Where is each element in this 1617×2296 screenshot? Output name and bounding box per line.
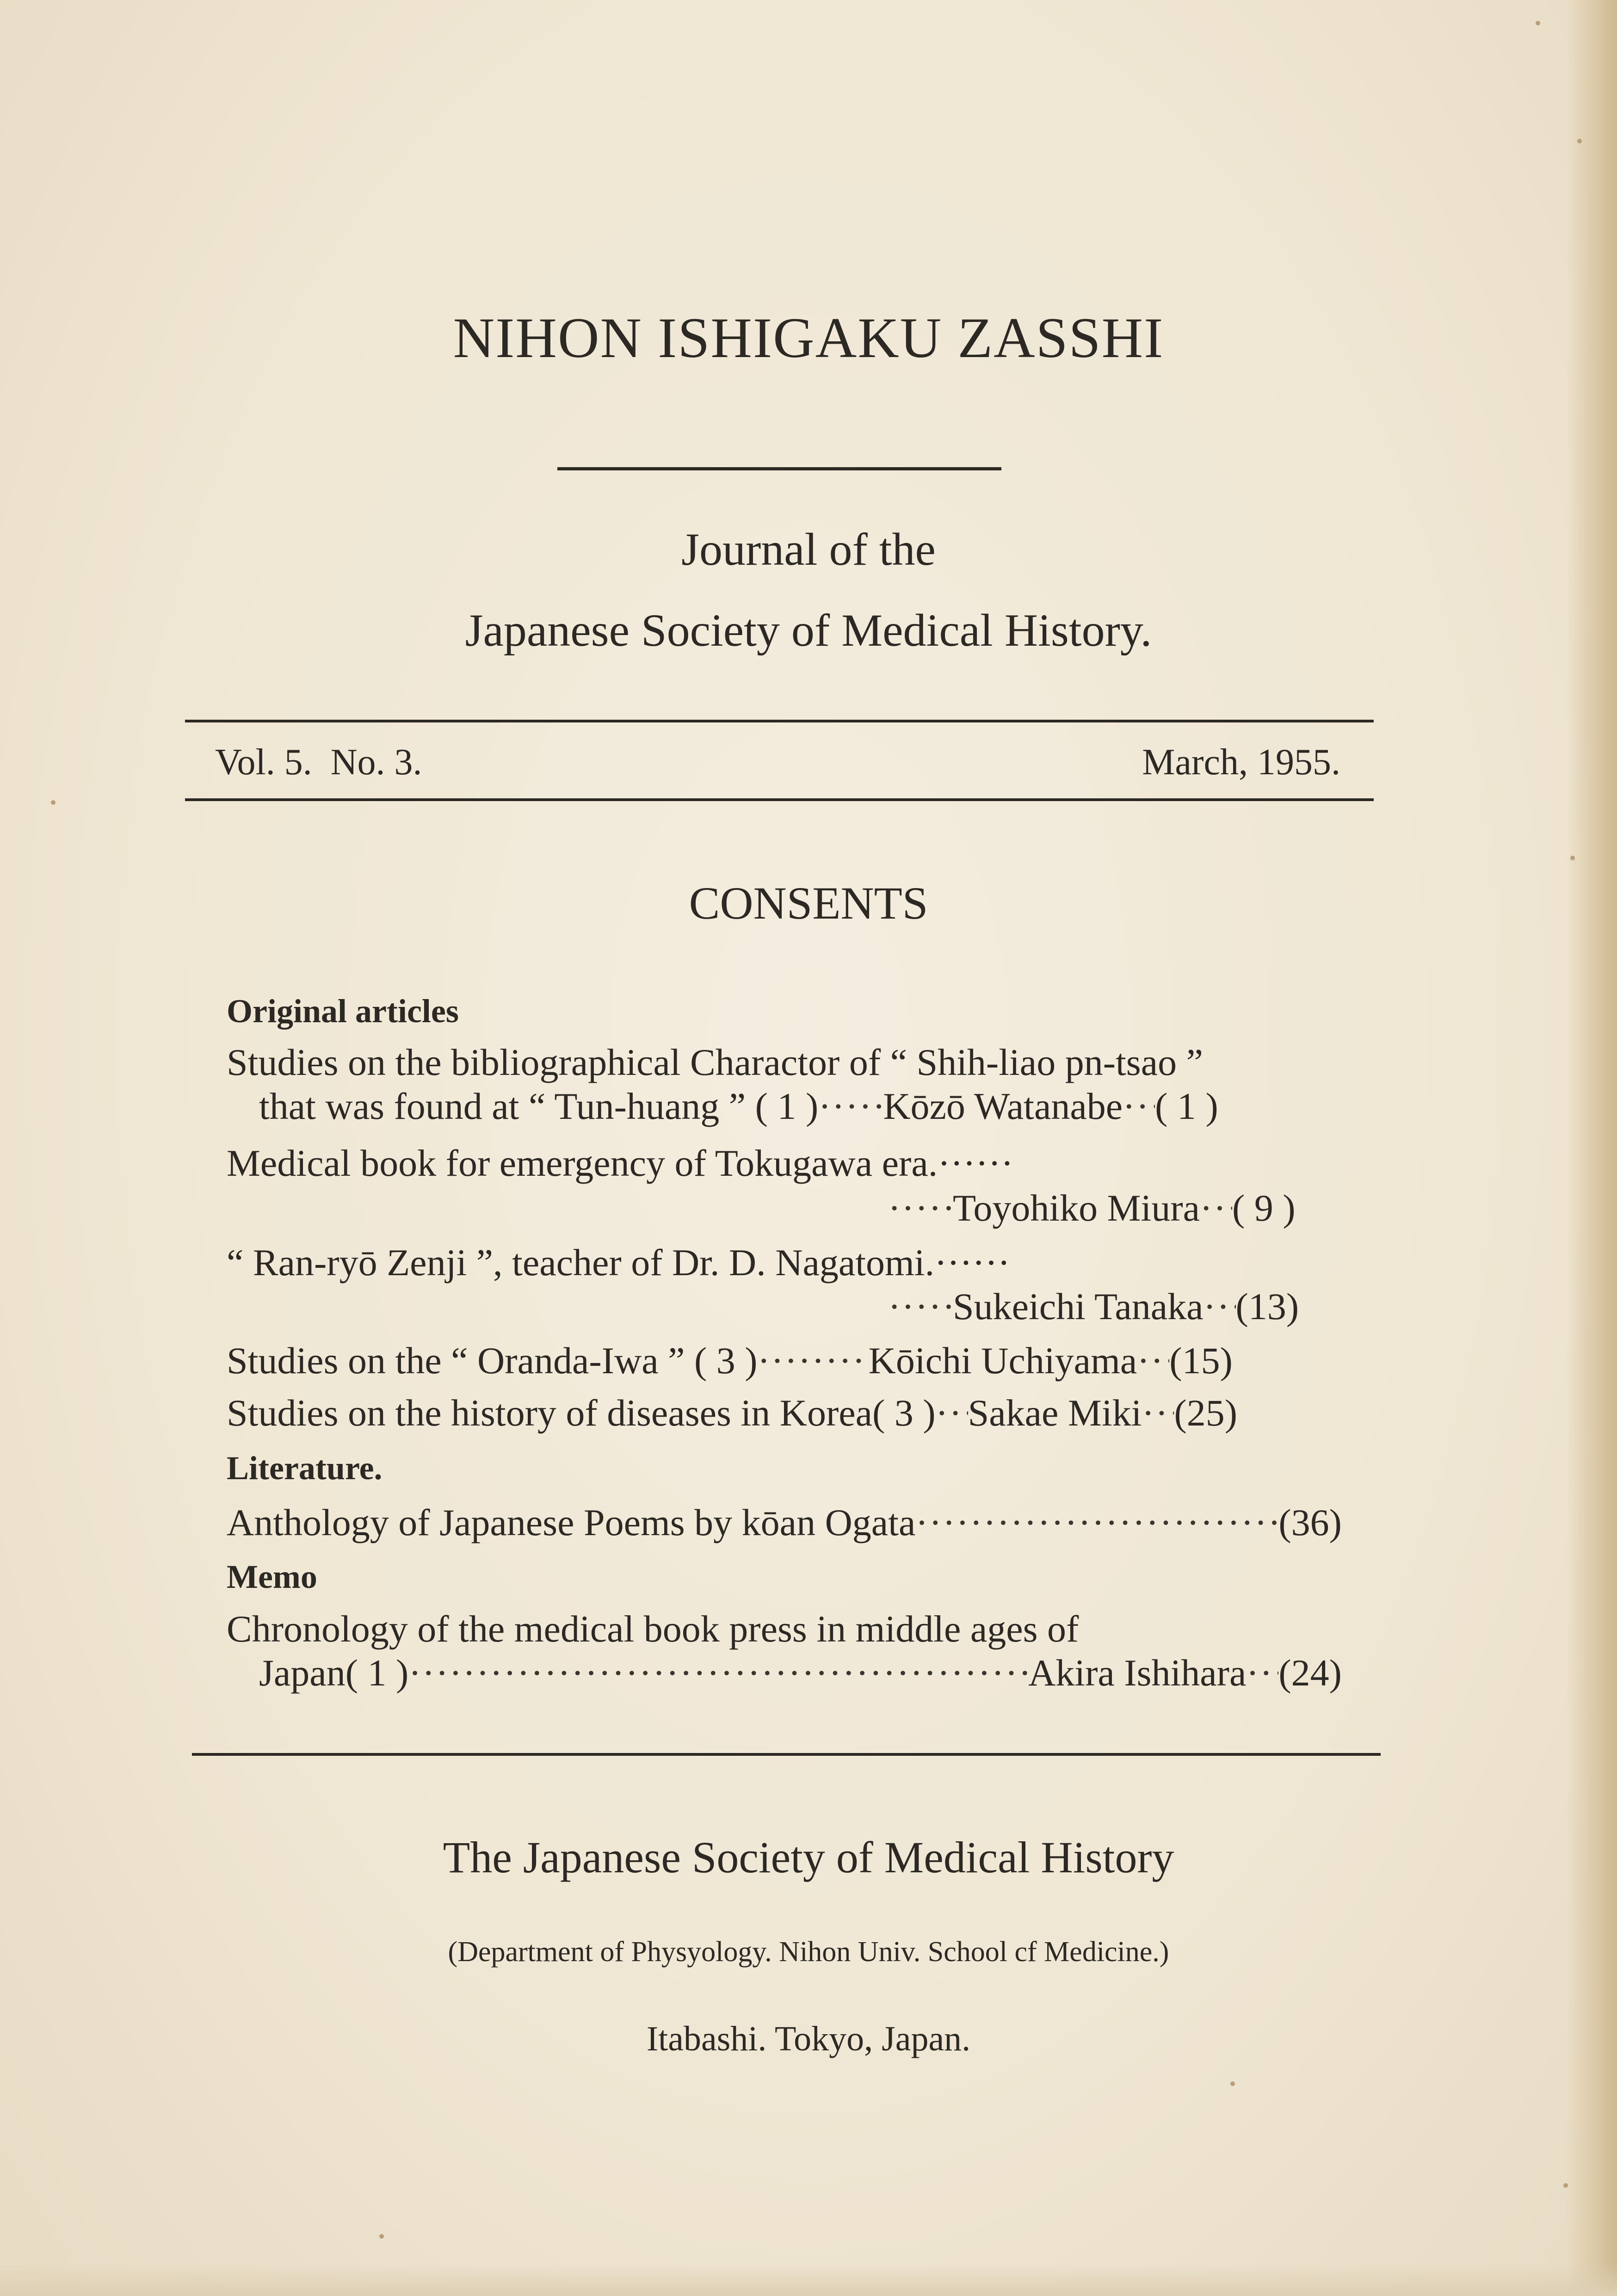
toc-entry-page: (15) — [1169, 1339, 1233, 1382]
toc-entry-page: ( 1 ) — [1155, 1085, 1218, 1127]
toc-entry-author: Sukeichi Tanaka — [953, 1285, 1203, 1327]
publisher-location: Itabashi. Tokyo, Japan. — [646, 2019, 971, 2058]
toc-entry-author: Sakae Miki — [968, 1392, 1142, 1434]
toc-entry-author: Akira Ishihara — [1028, 1652, 1247, 1694]
leader-dots — [888, 1186, 953, 1230]
toc-entry-row — [227, 1339, 1342, 1383]
subtitle-line-1: Journal of the — [681, 524, 936, 575]
toc-entry-title-cont: Japan( 1 ) — [259, 1652, 409, 1694]
toc-entry-author: Toyohiko Miura — [953, 1187, 1200, 1229]
paper-speck — [51, 800, 56, 805]
publisher-name: The Japanese Society of Medical History — [443, 1833, 1174, 1882]
issue-rule-bottom — [185, 798, 1374, 801]
contents-heading: CONSENTS — [689, 877, 928, 929]
toc-entry-title: Studies on the bibliographical Charactor of “ Shih-liao pn-tsao ” — [227, 1041, 1203, 1083]
section-heading-memo: Memo — [227, 1558, 317, 1595]
issue-date: March, 1955. — [1142, 742, 1340, 783]
toc-entry-row — [259, 1085, 1342, 1128]
leader-dots — [888, 1285, 953, 1328]
toc-entry-title: Medical book for emergency of Tokugawa era.······ — [227, 1142, 1014, 1184]
paper-speck — [379, 2234, 384, 2239]
toc-entry-title-cont: that was found at “ Tun-huang ” ( 1 ) — [259, 1085, 819, 1127]
toc-entry-page: (36) — [1278, 1501, 1342, 1543]
leader-dots — [818, 1085, 883, 1128]
section-heading-original-articles: Original articles — [227, 993, 459, 1030]
leader-dots — [915, 1501, 1278, 1544]
toc-entry-author: Kōichi Uchiyama — [868, 1339, 1137, 1382]
toc-entry-page: ( 9 ) — [1232, 1187, 1296, 1229]
toc-entry-title: Studies on the “ Oranda-Iwa ” ( 3 ) — [227, 1339, 758, 1382]
leader-dots — [1200, 1186, 1232, 1230]
toc-entry-page: (24) — [1278, 1652, 1342, 1694]
paper-speck — [1536, 21, 1540, 25]
leader-dots — [1142, 1391, 1174, 1435]
volume-number: Vol. 5. No. 3. — [215, 742, 422, 783]
title-divider — [557, 467, 1001, 470]
toc-entry-row — [888, 1186, 1342, 1230]
toc-entry-title: Anthology of Japanese Poems by kōan Ogata — [227, 1501, 916, 1543]
leader-dots — [1123, 1085, 1155, 1128]
leader-dots — [1137, 1339, 1169, 1383]
toc-entry-row — [227, 1391, 1342, 1435]
toc-entry-row — [259, 1651, 1342, 1695]
toc-entry-title: “ Ran-ryō Zenji ”, teacher of Dr. D. Nagatomi.······ — [227, 1241, 1010, 1284]
paper-speck — [1570, 856, 1575, 860]
toc-entry-title: Studies on the history of diseases in Korea( 3 ) — [227, 1392, 936, 1434]
toc-entry-page: (25) — [1174, 1392, 1238, 1434]
leader-dots — [936, 1391, 968, 1435]
toc-entry-row — [888, 1285, 1342, 1328]
paper-speck — [1563, 2183, 1568, 2188]
footer-rule — [192, 1753, 1381, 1756]
journal-title: NIHON ISHIGAKU ZASSHI — [453, 306, 1164, 370]
leader-dots — [758, 1339, 869, 1383]
paper-speck — [1230, 2081, 1235, 2086]
leader-dots — [408, 1651, 1028, 1695]
section-heading-literature: Literature. — [227, 1450, 383, 1487]
leader-dots — [1203, 1285, 1236, 1328]
toc-entry-author: Kōzō Watanabe — [883, 1085, 1123, 1127]
subtitle-line-2: Japanese Society of Medical History. — [465, 605, 1152, 656]
issue-rule-top — [185, 720, 1374, 722]
toc-entry-row — [227, 1501, 1342, 1544]
toc-entry-page: (13) — [1235, 1285, 1299, 1327]
paper-speck — [1577, 139, 1582, 143]
leader-dots — [1246, 1651, 1278, 1695]
publisher-department: (Department of Physyology. Nihon Univ. School cf Medicine.) — [448, 1936, 1169, 1968]
paper-bottom-shadow — [0, 2264, 1617, 2296]
toc-entry-title: Chronology of the medical book press in middle ages of — [227, 1608, 1079, 1650]
